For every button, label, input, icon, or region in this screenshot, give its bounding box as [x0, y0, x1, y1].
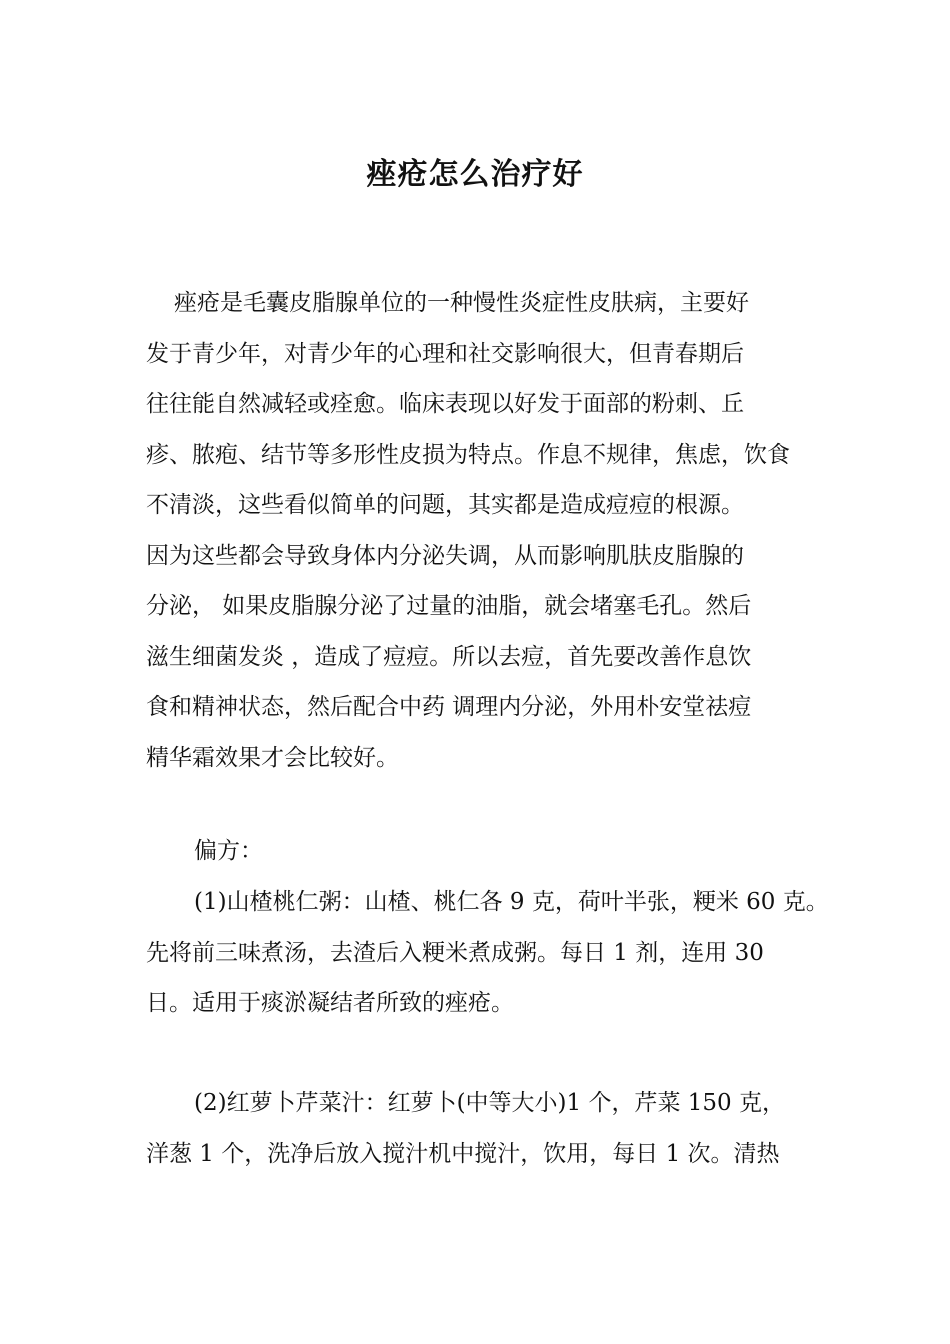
- intro-line: 痤疮是毛囊皮脂腺单位的一种慢性炎症性皮肤病，主要好: [174, 290, 749, 316]
- intro-line: 滋生细菌发炎 ，造成了痘痘。所以去痘，首先要改善作息饮: [146, 643, 752, 670]
- intro-line: 因为这些都会导致身体内分泌失调，从而影响肌肤皮脂腺的: [146, 542, 744, 569]
- intro-line: 分泌， 如果皮脂腺分泌了过量的油脂，就会堵塞毛孔。然后: [146, 593, 752, 619]
- intro-line: 食和精神状态，然后配合中药 调理内分泌，外用朴安堂祛痘: [146, 694, 752, 720]
- recipe-2-line: 洋葱 1 个，洗净后放入搅汁机中搅汁，饮用，每日 1 次。清热: [146, 1140, 780, 1167]
- intro-line: 不清淡，这些看似简单的问题，其实都是造成痘痘的根源。: [146, 492, 744, 518]
- recipe-1-paragraph: [146, 877, 829, 1029]
- intro-line: 往往能自然减轻或痊愈。临床表现以好发于面部的粉刺、丘: [146, 391, 744, 417]
- recipe-2-line: (2)红萝卜芹菜汁：红萝卜(中等大小)1 个，芹菜 150 克，: [194, 1090, 785, 1116]
- document-title: 痤疮怎么治疗好: [366, 157, 584, 192]
- recipes-heading-block: [146, 826, 826, 877]
- recipe-2-paragraph: [146, 1078, 826, 1179]
- recipes-heading: 偏方：: [194, 838, 263, 864]
- intro-paragraph: [146, 278, 826, 783]
- intro-line: 精华霜效果才会比较好。: [146, 744, 399, 771]
- recipe-1-line: 先将前三味煮汤，去渣后入粳米煮成粥。每日 1 剂，连用 30: [146, 939, 764, 966]
- intro-line: 疹、脓疱、结节等多形性皮损为特点。作息不规律，焦虑，饮食: [146, 441, 790, 468]
- intro-line: 发于青少年，对青少年的心理和社交影响很大，但青春期后: [146, 340, 744, 367]
- recipe-1-line: (1)山楂桃仁粥：山楂、桃仁各 9 克，荷叶半张，粳米 60 克。: [194, 889, 829, 915]
- recipe-1-line: 日。适用于痰淤凝结者所致的痤疮。: [146, 990, 514, 1016]
